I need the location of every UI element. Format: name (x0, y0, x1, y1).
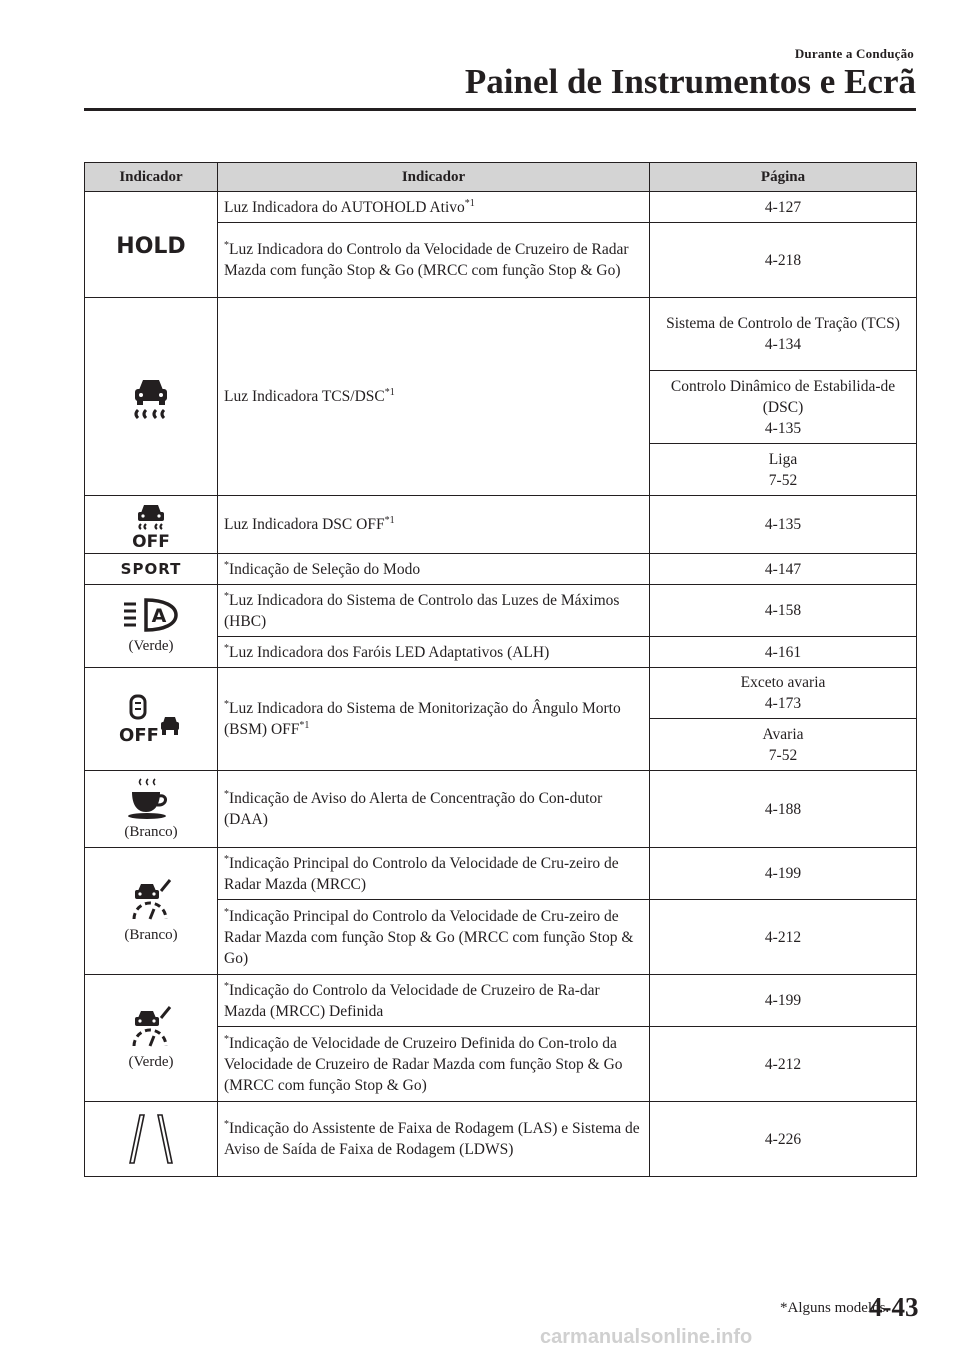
icon-color-caption: (Verde) (128, 1053, 174, 1070)
row-description (218, 900, 650, 975)
lane-lines-icon (116, 1113, 186, 1165)
icon-color-caption: (Branco) (124, 926, 178, 943)
header-section: Durante a Condução (794, 46, 914, 61)
table-row (85, 298, 917, 371)
row-description-text: Luz Indicadora DSC OFF (224, 516, 385, 533)
page-number: 7-52 (768, 471, 798, 489)
column-header-page: Página (650, 163, 917, 192)
page-number: 4-43 (869, 1292, 919, 1322)
page-ref: 4-212 (650, 1027, 917, 1102)
footnote-ref: *1 (384, 514, 395, 526)
row-description-text: Luz Indicadora do AUTOHOLD Ativo (224, 198, 465, 216)
page-ref: 4-226 (650, 1102, 917, 1177)
row-description-text: Luz Indicadora do Sistema de Controlo das Luzes de Máximos (HBC) (224, 591, 620, 630)
dsc-off-icon-cell (85, 496, 218, 554)
row-description (218, 1027, 650, 1102)
table-row (85, 585, 917, 637)
row-description (218, 668, 650, 771)
page-ref (650, 719, 917, 771)
page-title: Painel de Instrumentos e Ecrã (464, 62, 916, 101)
asterisk-mark: * (224, 1033, 229, 1045)
mrcc-set-icon-cell (85, 975, 218, 1102)
page-ref (650, 444, 917, 496)
page-ref: 4-127 (650, 192, 917, 223)
table-row (85, 192, 917, 223)
page-ref: 4-218 (650, 223, 917, 298)
table-row (85, 975, 917, 1027)
column-header-indicator: Indicador (218, 163, 650, 192)
icon-color-caption: (Branco) (124, 823, 178, 840)
page-label: Liga (768, 450, 798, 468)
row-description (218, 496, 650, 554)
las-icon-cell (85, 1102, 218, 1177)
table-row (85, 668, 917, 719)
row-description-text: Luz Indicadora do Controlo da Velocidade de Cruzeiro de Radar Mazda com função Stop & Go (MRCC com função Stop & Go) (224, 241, 629, 279)
asterisk-mark: * (224, 559, 229, 571)
page-ref: 4-199 (650, 848, 917, 900)
row-description (218, 298, 650, 496)
row-description (218, 585, 650, 637)
table-row (85, 771, 917, 848)
svg-text:OFF: OFF (132, 531, 170, 552)
row-description-text: Luz Indicadora do Sistema de Monitorização do Ângulo Morto (BSM) OFF (224, 700, 621, 738)
icon-color-caption: (Verde) (128, 637, 174, 654)
row-description-text: Luz Indicadora dos Faróis LED Adaptativos (ALH) (229, 643, 550, 661)
asterisk-mark: * (224, 980, 229, 992)
mrcc-icon-cell (85, 848, 218, 975)
row-description (218, 554, 650, 585)
coffee-cup-icon (126, 776, 176, 820)
asterisk-mark: * (224, 698, 229, 710)
page-ref (650, 668, 917, 719)
hold-icon (116, 232, 186, 259)
asterisk-mark: * (224, 239, 229, 251)
mrcc-icon (124, 877, 178, 923)
page-number: 4-173 (764, 695, 802, 712)
page-label: Controlo Dinâmico de Estabilida-de (DSC) (670, 377, 896, 416)
asterisk-mark: * (224, 906, 229, 918)
asterisk-mark: * (224, 853, 229, 865)
asterisk-mark: * (224, 788, 229, 800)
row-description (218, 192, 650, 223)
row-description-text: Indicação de Aviso do Alerta de Concentração do Con-dutor (DAA) (224, 790, 603, 828)
page-ref: 4-158 (650, 585, 917, 637)
row-description-text: Indicação de Velocidade de Cruzeiro Definida do Con-trolo da Velocidade de Cruzeiro de Radar Mazda com função Stop & Go (MRCC com função Stop & Go) (224, 1034, 623, 1094)
sport-icon-cell (85, 554, 218, 585)
sport-icon: SPORT (120, 559, 182, 578)
hbc-icon-cell (85, 585, 218, 668)
row-description-text: Indicação Principal do Controlo da Velocidade de Cru-zeiro de Radar Mazda (MRCC) (224, 854, 619, 893)
dsc-off-icon (124, 501, 178, 552)
row-description (218, 975, 650, 1027)
asterisk-mark: * (224, 590, 229, 602)
asterisk-mark: * (224, 1118, 229, 1130)
table-header-row (85, 163, 917, 192)
page-ref: 4-135 (650, 496, 917, 554)
page-ref: 4-188 (650, 771, 917, 848)
page-ref: 4-147 (650, 554, 917, 585)
row-description (218, 848, 650, 900)
row-description (218, 1102, 650, 1177)
column-header-icon: Indicador (85, 163, 218, 192)
tcs-icon-cell (85, 298, 218, 496)
row-description (218, 637, 650, 668)
asterisk-mark: * (224, 642, 229, 654)
page-number: 4-134 (764, 336, 802, 353)
watermark: carmanualsonline.info (540, 1326, 753, 1348)
daa-icon-cell (85, 771, 218, 848)
row-description-text: Indicação Principal do Controlo da Velocidade de Cru-zeiro de Radar Mazda com função Stop & Go (MRCC com função Stop & Go) (224, 907, 634, 967)
tcs-dsc-icon (126, 372, 176, 422)
hold-icon-cell (85, 192, 218, 298)
page-number: 7-52 (768, 746, 798, 764)
table-row (85, 554, 917, 585)
bsm-off-icon (119, 693, 183, 745)
table-row (85, 1102, 917, 1177)
row-description (218, 771, 650, 848)
header-rule (84, 108, 916, 111)
page-label: Avaria (762, 725, 804, 743)
row-description-text: Indicação do Controlo da Velocidade de Cruzeiro de Ra-dar Mazda (MRCC) Definida (224, 981, 600, 1020)
svg-text:HOLD: HOLD (116, 233, 186, 259)
row-description-text: Indicação do Assistente de Faixa de Rodagem (LAS) e Sistema de Aviso de Saída de Faixa de Rodagem (LDWS) (224, 1120, 640, 1158)
svg-text:A: A (151, 604, 167, 627)
page-ref (650, 371, 917, 444)
page-ref: 4-161 (650, 637, 917, 668)
footnote-ref: *1 (464, 197, 475, 209)
page-label: Exceto avaria (740, 674, 826, 691)
page-number: 4-135 (764, 419, 802, 437)
row-description-text: Luz Indicadora TCS/DSC (224, 388, 385, 405)
footnote-text: *Alguns modelos. (780, 1300, 890, 1316)
row-description (218, 223, 650, 298)
mrcc-set-icon (124, 1004, 178, 1050)
bsm-icon-cell (85, 668, 218, 771)
svg-text:OFF: OFF (119, 725, 159, 746)
page-ref: 4-212 (650, 900, 917, 975)
row-description-text: Indicação de Seleção do Modo (229, 560, 421, 578)
table-row (85, 848, 917, 900)
page-label: Sistema de Controlo de Tração (TCS) (666, 315, 900, 332)
table-row (85, 496, 917, 554)
page-ref (650, 298, 917, 371)
auto-headlight-icon (120, 596, 182, 634)
footnote-ref: *1 (384, 386, 395, 398)
indicator-table (84, 162, 917, 1177)
page-ref: 4-199 (650, 975, 917, 1027)
footnote-ref: *1 (299, 719, 310, 731)
